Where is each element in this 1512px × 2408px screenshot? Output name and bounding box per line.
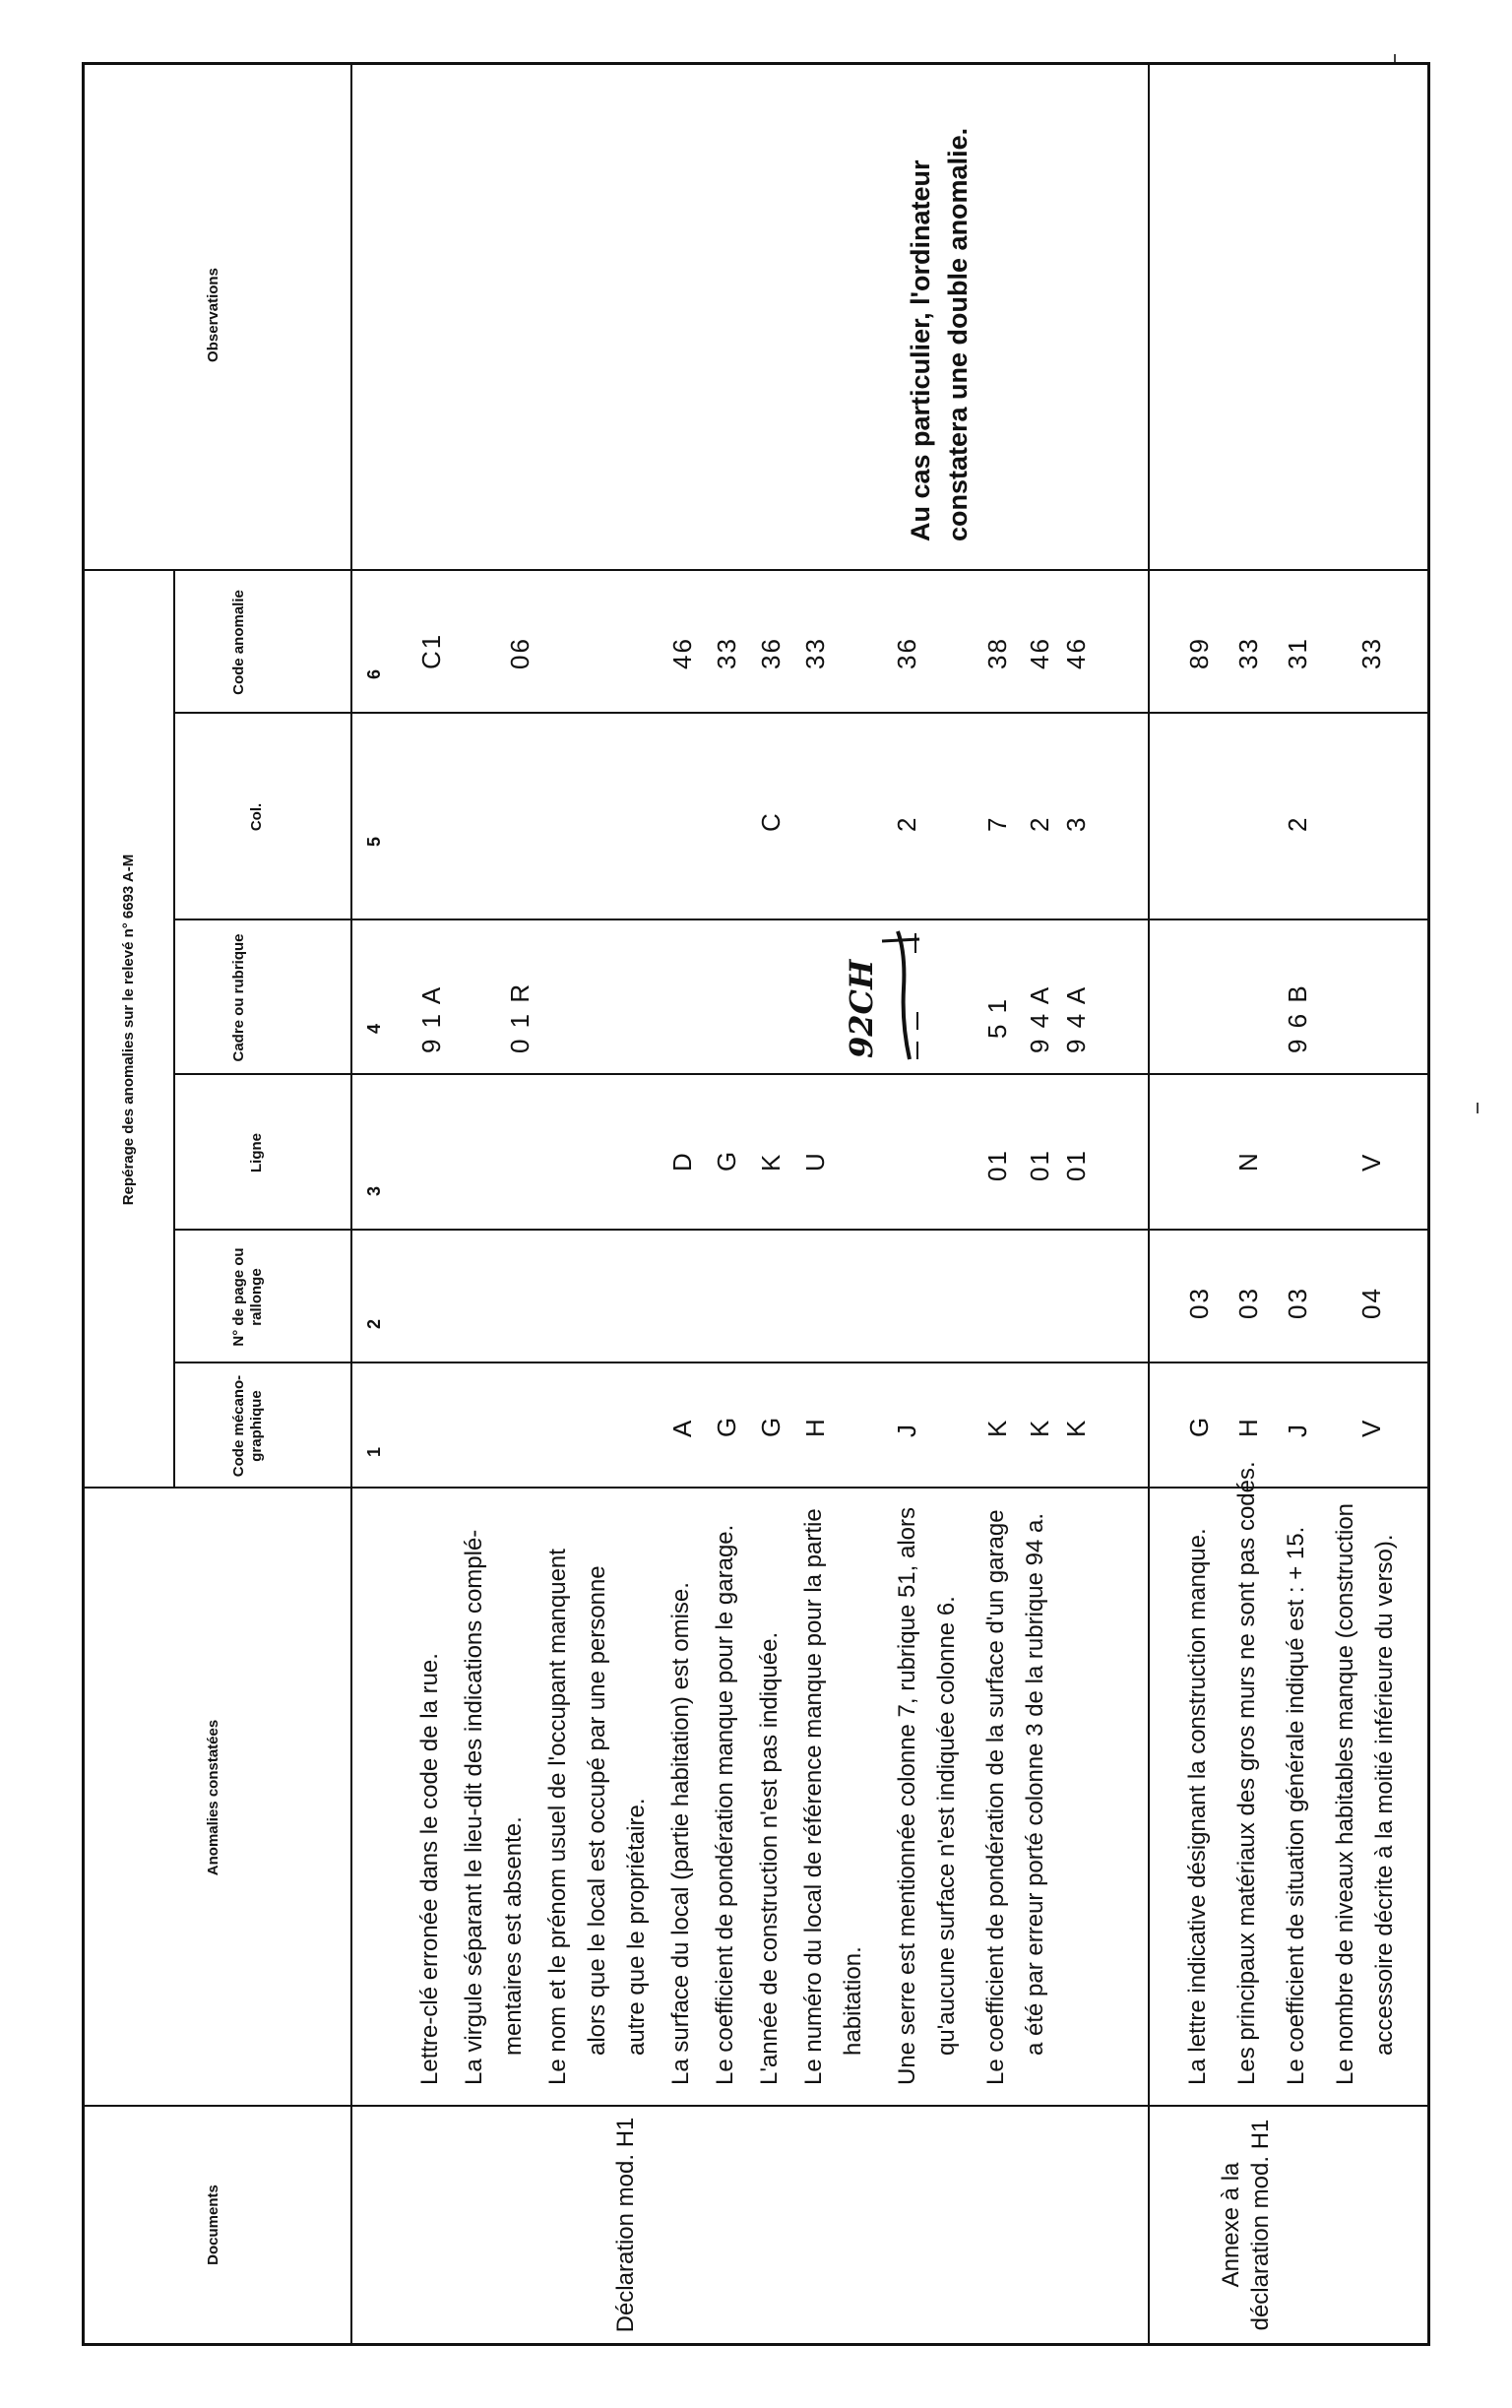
anomaly-line: Lettre-clé erronée dans le code de la rue. [416,1653,443,2085]
cell-col: 3 [1061,815,1091,832]
cell-cadre: 9 4 A [1061,984,1091,1053]
cell-code-anomalie: 33 [1356,637,1386,669]
anomaly-line: qu'aucune surface n'est indiquée colonne 6. [933,1596,960,2056]
row-divider [350,65,352,2343]
document-section2: Annexe à la déclaration mod. H1 [1218,2119,1274,2331]
cell-code-anomalie: 06 [505,637,535,669]
col-divider [173,1362,1427,1363]
header-cadre: Cadre ou rubrique [230,933,247,1062]
cell-code-meca: K [982,1418,1012,1437]
anomaly-line: habitation. [840,1946,866,2056]
cell-page: 03 [1184,1287,1214,1319]
observation-note: Au cas particulier, l'ordinateur constatera une double anomalie. [906,127,973,541]
cell-code-anomalie: 33 [800,637,830,669]
cell-code-meca: A [667,1418,697,1437]
cell-ligne: U [800,1151,830,1172]
header-anomalies: Anomalies constatées [205,1719,221,1876]
cell-code-anomalie: 46 [1061,637,1091,669]
header-documents: Documents [205,2185,221,2265]
row-divider [173,571,175,1489]
header-code-anomalie: Code anomalie [230,590,247,695]
col-divider [173,1229,1427,1231]
anomaly-line: alors que le local est occupé par une personne [584,1565,610,2056]
cell-ligne: D [667,1151,697,1172]
col-divider [173,1073,1427,1075]
cell-cadre: 0 1 R [505,982,535,1053]
cell-code-anomalie: 36 [892,637,921,669]
cell-code-anomalie: 89 [1184,637,1214,669]
anomaly-line: Le nom et le prénom usuel de l'occupant manquent [544,1549,571,2085]
cell-code-meca: K [1025,1418,1054,1437]
cell-code-anomalie: 46 [1025,637,1054,669]
cell-page: 03 [1233,1287,1263,1319]
cell-code-anomalie: 36 [756,637,786,669]
cell-ligne: 01 [1025,1149,1054,1181]
anomaly-line: a été par erreur porté colonne 3 de la rubrique 94 a. [1022,1512,1048,2056]
cell-ligne: G [712,1149,741,1172]
anomaly-line: Une serre est mentionnée colonne 7, rubrique 51, alors [894,1506,920,2085]
cell-ligne: 01 [1061,1149,1091,1181]
cell-code-anomalie: 33 [1233,637,1263,669]
header-observations: Observations [205,268,221,362]
col-number: 5 [364,836,384,847]
cell-page: 04 [1356,1287,1386,1319]
cell-col: 2 [892,815,921,832]
cell-code-meca: G [712,1415,741,1437]
cell-col: 2 [1025,815,1054,832]
cell-cadre: 9 6 B [1283,983,1312,1053]
margin-mark [1477,1103,1479,1113]
cell-ligne: K [756,1152,786,1172]
cell-col: 2 [1283,815,1312,832]
header-reperage: Repérage des anomalies sur le relevé n° 6693 A-M [120,854,137,1206]
cell-page: 03 [1283,1287,1312,1319]
cell-code-meca: V [1356,1418,1386,1437]
cell-code-anomalie: 46 [667,637,697,669]
header-page: N° de page ou rallonge [230,1247,265,1347]
col-divider [85,1487,1427,1489]
anomaly-line: L'année de construction n'est pas indiquée. [756,1631,783,2085]
anomaly-line: Le coefficient de pondération manque pour le garage. [712,1524,738,2085]
col-divider [85,569,1427,571]
cell-code-anomalie: 38 [982,637,1012,669]
anomaly-line: autre que le propriétaire. [623,1798,650,2056]
cell-code-meca: G [756,1415,786,1437]
cell-code-meca: G [1184,1415,1214,1437]
col-divider [173,712,1427,714]
anomaly-line: Les principaux matériaux des gros murs ne sont pas codés. [1233,1461,1260,2085]
col-number: 4 [364,1023,384,1034]
anomaly-line: La surface du local (partie habitation) est omise. [667,1582,694,2085]
cell-ligne: V [1356,1152,1386,1172]
col-number: 1 [364,1446,384,1457]
header-code-meca: Code mécano-graphique [230,1374,265,1478]
cell-ligne: 01 [982,1149,1012,1181]
anomaly-line: accessoire décrite à la moitié inférieure du verso). [1371,1534,1398,2056]
cell-cadre: 5 1 [982,996,1012,1039]
col-number: 6 [364,668,384,679]
cell-code-anomalie: 33 [712,637,741,669]
col-number: 2 [364,1318,384,1329]
anomaly-line: Le coefficient de pondération de la surface d'un garage [982,1509,1009,2085]
row-divider [1148,65,1150,2343]
handwritten-underline [880,925,929,1063]
cell-code-meca: K [1061,1418,1091,1437]
cell-code-meca: H [1233,1417,1263,1437]
cell-code-anomalie: 31 [1283,637,1312,669]
handwritten-cadre-note: 92CH [843,959,880,1058]
cell-col: 7 [982,815,1012,832]
header-ligne: Ligne [248,1133,265,1172]
anomaly-line: Le coefficient de situation générale indiqué est : + 15. [1283,1526,1309,2085]
cell-code-meca: J [1283,1423,1312,1437]
header-col: Col. [248,802,265,832]
col-number: 3 [364,1185,384,1196]
anomaly-line: La virgule séparant le lieu-dit des indications complé- [461,1529,487,2085]
anomaly-line: Le numéro du local de référence manque pour la partie [800,1508,827,2085]
anomaly-line: mentaires est absente. [500,1816,527,2056]
cell-cadre: 9 4 A [1025,984,1054,1053]
cell-code-meca: H [800,1417,830,1437]
anomaly-line: La lettre indicative désignant la construction manque. [1184,1528,1211,2085]
anomalies-table [82,62,1430,2346]
col-divider [173,919,1427,920]
cell-cadre: 9 1 A [416,984,446,1053]
document-section1: Déclaration mod. H1 [612,2117,639,2333]
anomaly-line: Le nombre de niveaux habitables manque (construction [1332,1502,1358,2085]
cell-col: C [756,811,786,832]
cell-ligne: N [1233,1151,1263,1172]
cell-code-anomalie: C1 [416,632,446,669]
cell-code-meca: J [892,1423,921,1437]
